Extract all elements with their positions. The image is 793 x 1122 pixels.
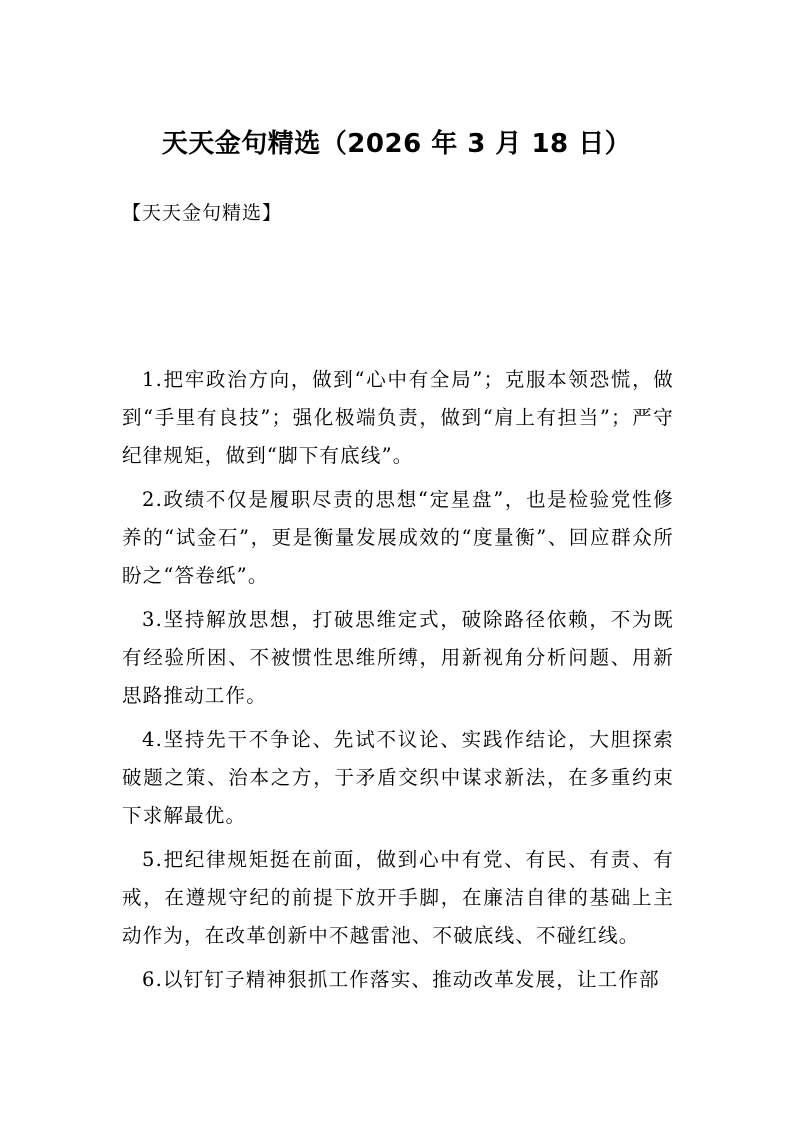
paragraph-3: 3.坚持解放思想，打破思维定式，破除路径依赖，不为既有经验所困、不被惯性思维所缚，用新视角分析问题、用新思路推动工作。 (122, 608, 674, 707)
paragraph-2: 2.政绩不仅是履职尽责的思想“定星盘”，也是检验党性修养的“试金石”，更是衡量发展成效的“度量衡”、回应群众所盼之“答卷纸”。 (122, 488, 674, 587)
document-body (122, 361, 674, 1005)
paragraph-4: 4.坚持先干不争论、先试不议论、实践作结论，大胆探索破题之策、治本之方，于矛盾交织中谋求新法，在多重约束下求解最优。 (122, 728, 674, 827)
section-label: 【天天金句精选】 (122, 202, 283, 224)
paragraph-5: 5.把纪律规矩挺在前面，做到心中有党、有民、有责、有戒，在遵规守纪的前提下放开手脚，在廉洁自律的基础上主动作为，在改革创新中不越雷池、不破底线、不碰红线。 (122, 848, 674, 947)
page-title: 天天金句精选（2026 年 3 月 18 日） (161, 129, 632, 159)
paragraph-6: 6.以钉钉子精神狠抓工作落实、推动改革发展，让工作部 (142, 968, 660, 991)
paragraph-1: 1.把牢政治方向，做到“心中有全局”；克服本领恐慌，做到“手里有良技”；强化极端负责，做到“肩上有担当”；严守纪律规矩，做到“脚下有底线”。 (122, 368, 674, 467)
